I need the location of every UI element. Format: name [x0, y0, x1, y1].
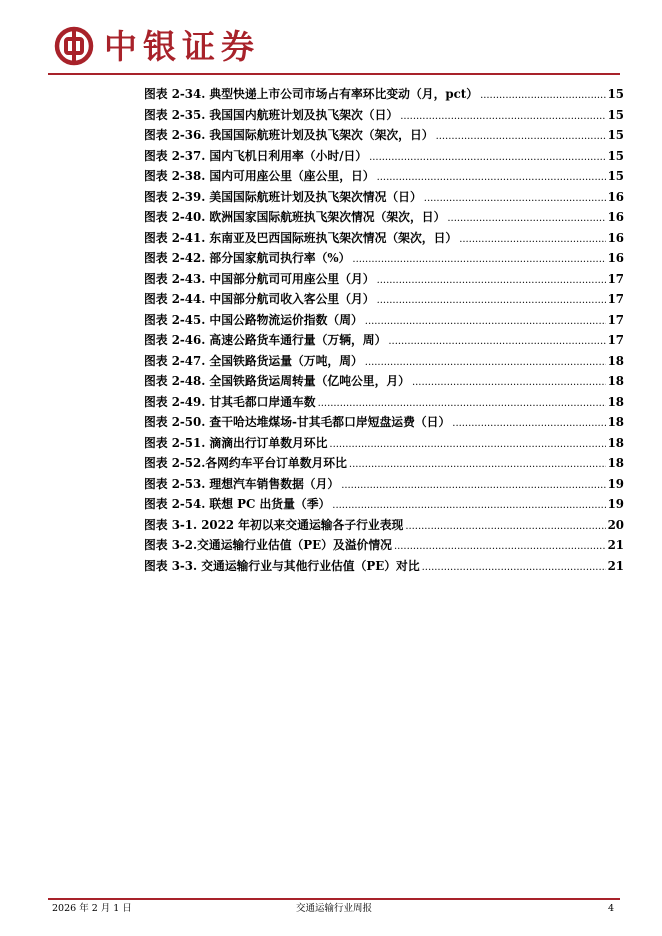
figure-list — [144, 84, 624, 576]
toc-entry-title: 图表 2-36. 我国国际航班计划及执飞架次（架次，日） — [144, 128, 434, 142]
toc-entry-page-number: 21 — [607, 538, 624, 552]
toc-entry[interactable] — [144, 146, 624, 167]
toc-entry[interactable] — [144, 556, 624, 577]
toc-dot-leader — [400, 105, 605, 128]
toc-entry-title: 图表 2-44. 中国部分航司收入客公里（月） — [144, 292, 375, 306]
toc-entry-page-number: 17 — [607, 312, 624, 327]
toc-entry-page-number: 17 — [607, 292, 624, 306]
toc-entry-page-number: 15 — [607, 87, 624, 101]
toc-entry-page-number: 18 — [607, 456, 624, 470]
page-header — [54, 26, 614, 70]
toc-entry-title: 图表 2-41. 东南亚及巴西国际班执飞架次情况（架次，日） — [144, 230, 458, 245]
toc-entry-title: 图表 3-2.交通运输行业估值（PE）及溢价情况 — [144, 538, 392, 552]
toc-entry-title: 图表 2-40. 欧洲国家国际航班执飞架次情况（架次，日） — [144, 210, 446, 224]
toc-entry-page-number: 15 — [607, 169, 624, 183]
toc-entry[interactable] — [144, 371, 624, 392]
toc-entry-page-number: 18 — [607, 374, 624, 388]
toc-entry-title: 图表 2-35. 我国国内航班计划及执飞架次（日） — [144, 107, 399, 122]
toc-entry-page-number: 15 — [607, 128, 624, 142]
toc-entry[interactable] — [144, 84, 624, 105]
toc-entry-page-number: 15 — [607, 107, 624, 122]
toc-dot-leader — [349, 453, 606, 476]
toc-dot-leader — [447, 207, 605, 230]
toc-entry-page-number: 16 — [607, 189, 624, 204]
bank-of-china-logo-icon — [54, 26, 94, 66]
toc-dot-leader — [341, 474, 605, 497]
toc-entry-title: 图表 2-43. 中国部分航司可用座公里（月） — [144, 271, 375, 286]
toc-dot-leader — [436, 125, 606, 148]
footer-page-number: 4 — [607, 903, 614, 914]
toc-entry-page-number: 18 — [607, 435, 624, 450]
toc-dot-leader — [365, 351, 606, 374]
toc-entry-title: 图表 2-46. 高速公路货车通行量（万辆，周） — [144, 333, 387, 347]
toc-entry-page-number: 15 — [607, 148, 624, 163]
toc-entry-page-number: 21 — [607, 558, 624, 573]
toc-dot-leader — [422, 556, 606, 579]
toc-dot-leader — [377, 289, 606, 312]
toc-entry[interactable] — [144, 228, 624, 249]
toc-entry[interactable] — [144, 412, 624, 433]
toc-dot-leader — [452, 412, 605, 435]
toc-dot-leader — [318, 392, 606, 415]
toc-entry[interactable] — [144, 535, 624, 556]
toc-entry-page-number: 18 — [607, 394, 624, 409]
toc-entry-title: 图表 2-51. 滴滴出行订单数月环比 — [144, 435, 328, 450]
toc-entry[interactable] — [144, 166, 624, 187]
toc-entry[interactable] — [144, 289, 624, 310]
toc-entry-title: 图表 3-1. 2022 年初以来交通运输各子行业表现 — [144, 517, 404, 532]
footer-date: 2026 年 2 月 1 日 — [52, 903, 132, 914]
toc-entry-title: 图表 2-48. 全国铁路货运周转量（亿吨公里，月） — [144, 374, 410, 388]
toc-entry-title: 图表 2-49. 甘其毛都口岸通车数 — [144, 394, 316, 409]
toc-dot-leader — [329, 433, 605, 456]
toc-entry[interactable] — [144, 494, 624, 515]
header-rule — [48, 73, 620, 75]
toc-entry[interactable] — [144, 187, 624, 208]
toc-entry[interactable] — [144, 392, 624, 413]
page-footer — [48, 901, 620, 917]
toc-entry-title: 图表 3-3. 交通运输行业与其他行业估值（PE）对比 — [144, 558, 420, 573]
toc-entry-page-number: 16 — [607, 251, 624, 265]
toc-entry-page-number: 20 — [607, 517, 624, 532]
toc-entry-title: 图表 2-53. 理想汽车销售数据（月） — [144, 476, 340, 491]
toc-entry[interactable] — [144, 105, 624, 126]
toc-entry-title: 图表 2-47. 全国铁路货运量（万吨，周） — [144, 353, 363, 368]
toc-dot-leader — [332, 494, 605, 517]
toc-entry-page-number: 17 — [607, 271, 624, 286]
toc-entry[interactable] — [144, 351, 624, 372]
toc-dot-leader — [369, 146, 605, 169]
toc-entry[interactable] — [144, 515, 624, 536]
toc-dot-leader — [405, 515, 605, 538]
toc-entry-title: 图表 2-45. 中国公路物流运价指数（周） — [144, 312, 363, 327]
footer-rule — [48, 898, 620, 900]
toc-dot-leader — [377, 269, 606, 292]
toc-entry[interactable] — [144, 474, 624, 495]
toc-entry-page-number: 18 — [607, 353, 624, 368]
toc-entry[interactable] — [144, 330, 624, 351]
toc-entry-title: 图表 2-52.各网约车平台订单数月环比 — [144, 456, 347, 470]
toc-entry-page-number: 19 — [607, 476, 624, 491]
toc-dot-leader — [352, 248, 605, 271]
toc-dot-leader — [365, 310, 606, 333]
toc-entry-page-number: 18 — [607, 415, 624, 429]
toc-entry[interactable] — [144, 269, 624, 290]
toc-dot-leader — [424, 187, 606, 210]
toc-dot-leader — [480, 84, 606, 107]
toc-entry[interactable] — [144, 453, 624, 474]
toc-entry-title: 图表 2-34. 典型快递上市公司市场占有率环比变动（月，pct） — [144, 87, 479, 101]
toc-entry-page-number: 16 — [607, 230, 624, 245]
toc-dot-leader — [377, 166, 606, 189]
toc-entry[interactable] — [144, 433, 624, 454]
toc-entry-page-number: 17 — [607, 333, 624, 347]
toc-dot-leader — [459, 228, 605, 251]
toc-dot-leader — [412, 371, 606, 394]
toc-entry-title: 图表 2-42. 部分国家航司执行率（%） — [144, 251, 351, 265]
toc-entry[interactable] — [144, 248, 624, 269]
toc-entry[interactable] — [144, 207, 624, 228]
toc-entry[interactable] — [144, 125, 624, 146]
toc-entry-title: 图表 2-54. 联想 PC 出货量（季） — [144, 497, 331, 511]
toc-entry-title: 图表 2-38. 国内可用座公里（座公里，日） — [144, 169, 375, 183]
toc-entry[interactable] — [144, 310, 624, 331]
brand-name: 中银证券 — [104, 27, 260, 66]
toc-entry-title: 图表 2-39. 美国国际航班计划及执飞架次情况（日） — [144, 189, 422, 204]
toc-dot-leader — [394, 535, 606, 558]
toc-entry-page-number: 19 — [607, 497, 624, 511]
toc-entry-title: 图表 2-37. 国内飞机日利用率（小时/日） — [144, 148, 368, 163]
toc-entry-page-number: 16 — [607, 210, 624, 224]
footer-report-title: 交通运输行业周报 — [295, 903, 372, 914]
toc-entry-title: 图表 2-50. 查干哈达堆煤场-甘其毛都口岸短盘运费（日） — [144, 415, 451, 429]
toc-dot-leader — [388, 330, 605, 353]
